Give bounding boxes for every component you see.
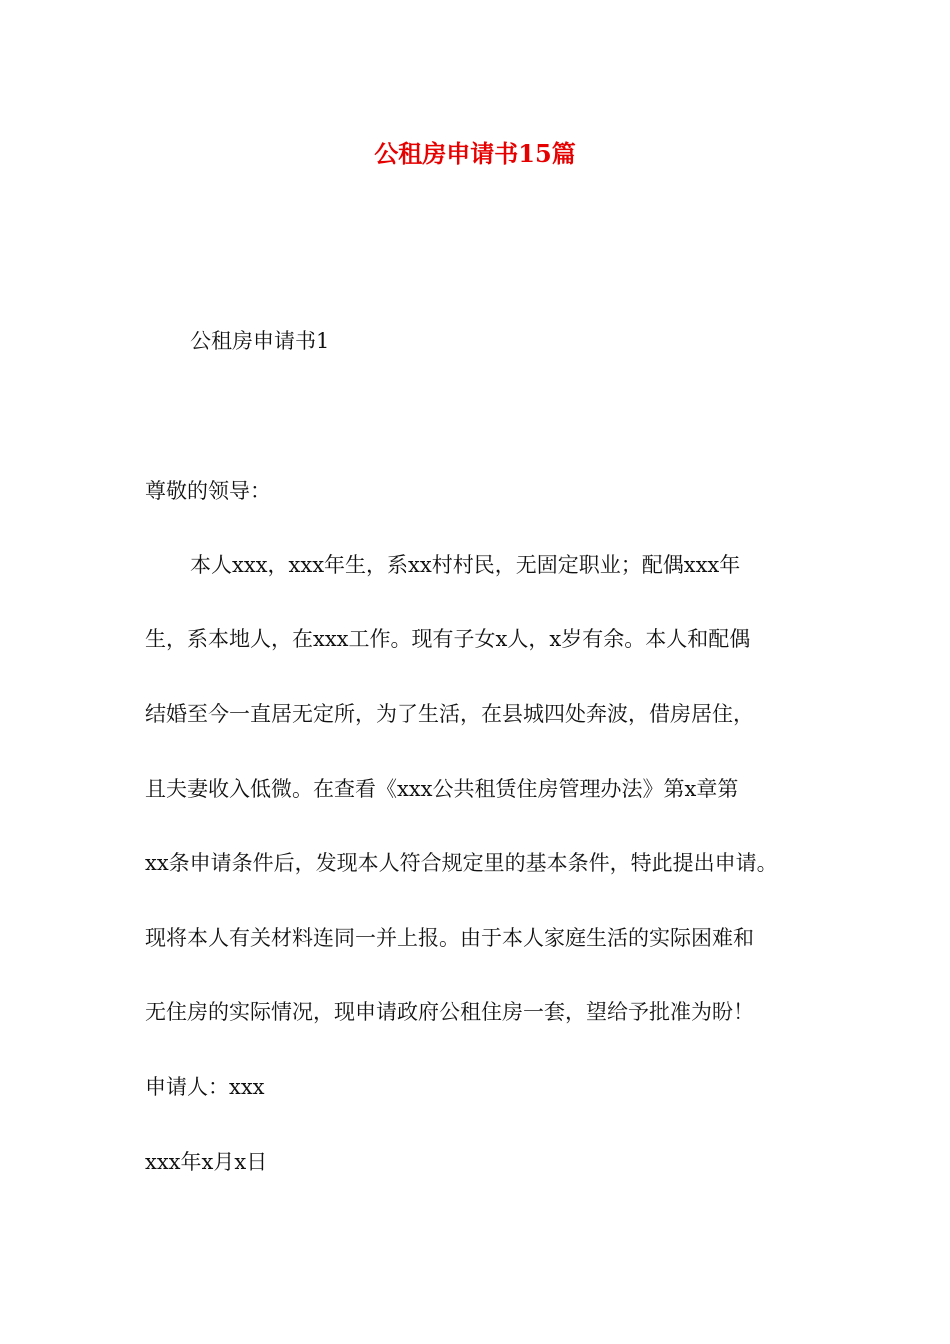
body-line: 无住房的实际情况，现申请政府公租住房一套，望给予批准为盼！ (145, 1000, 754, 1024)
body-line: 且夫妻收入低微。在查看《xxx公共租赁住房管理办法》第x章第 (145, 777, 739, 801)
signature-date: xxx年x月x日 (145, 1150, 268, 1174)
body-line: 生，系本地人，在xxx工作。现有子女x人，x岁有余。本人和配偶 (145, 627, 751, 651)
body-line: 本人xxx，xxx年生，系xx村村民，无固定职业；配偶xxx年 (190, 553, 741, 577)
document-title: 公租房申请书15篇 (374, 139, 576, 168)
section-heading: 公租房申请书1 (190, 329, 330, 353)
body-line: 现将本人有关材料连同一并上报。由于本人家庭生活的实际困难和 (145, 926, 754, 950)
salutation: 尊敬的领导： (145, 479, 271, 503)
body-line: 结婚至今一直居无定所，为了生活，在县城四处奔波，借房居住， (145, 702, 754, 726)
applicant-signature: 申请人：xxx (145, 1075, 265, 1099)
body-line: xx条申请条件后，发现本人符合规定里的基本条件，特此提出申请。 (145, 851, 778, 875)
